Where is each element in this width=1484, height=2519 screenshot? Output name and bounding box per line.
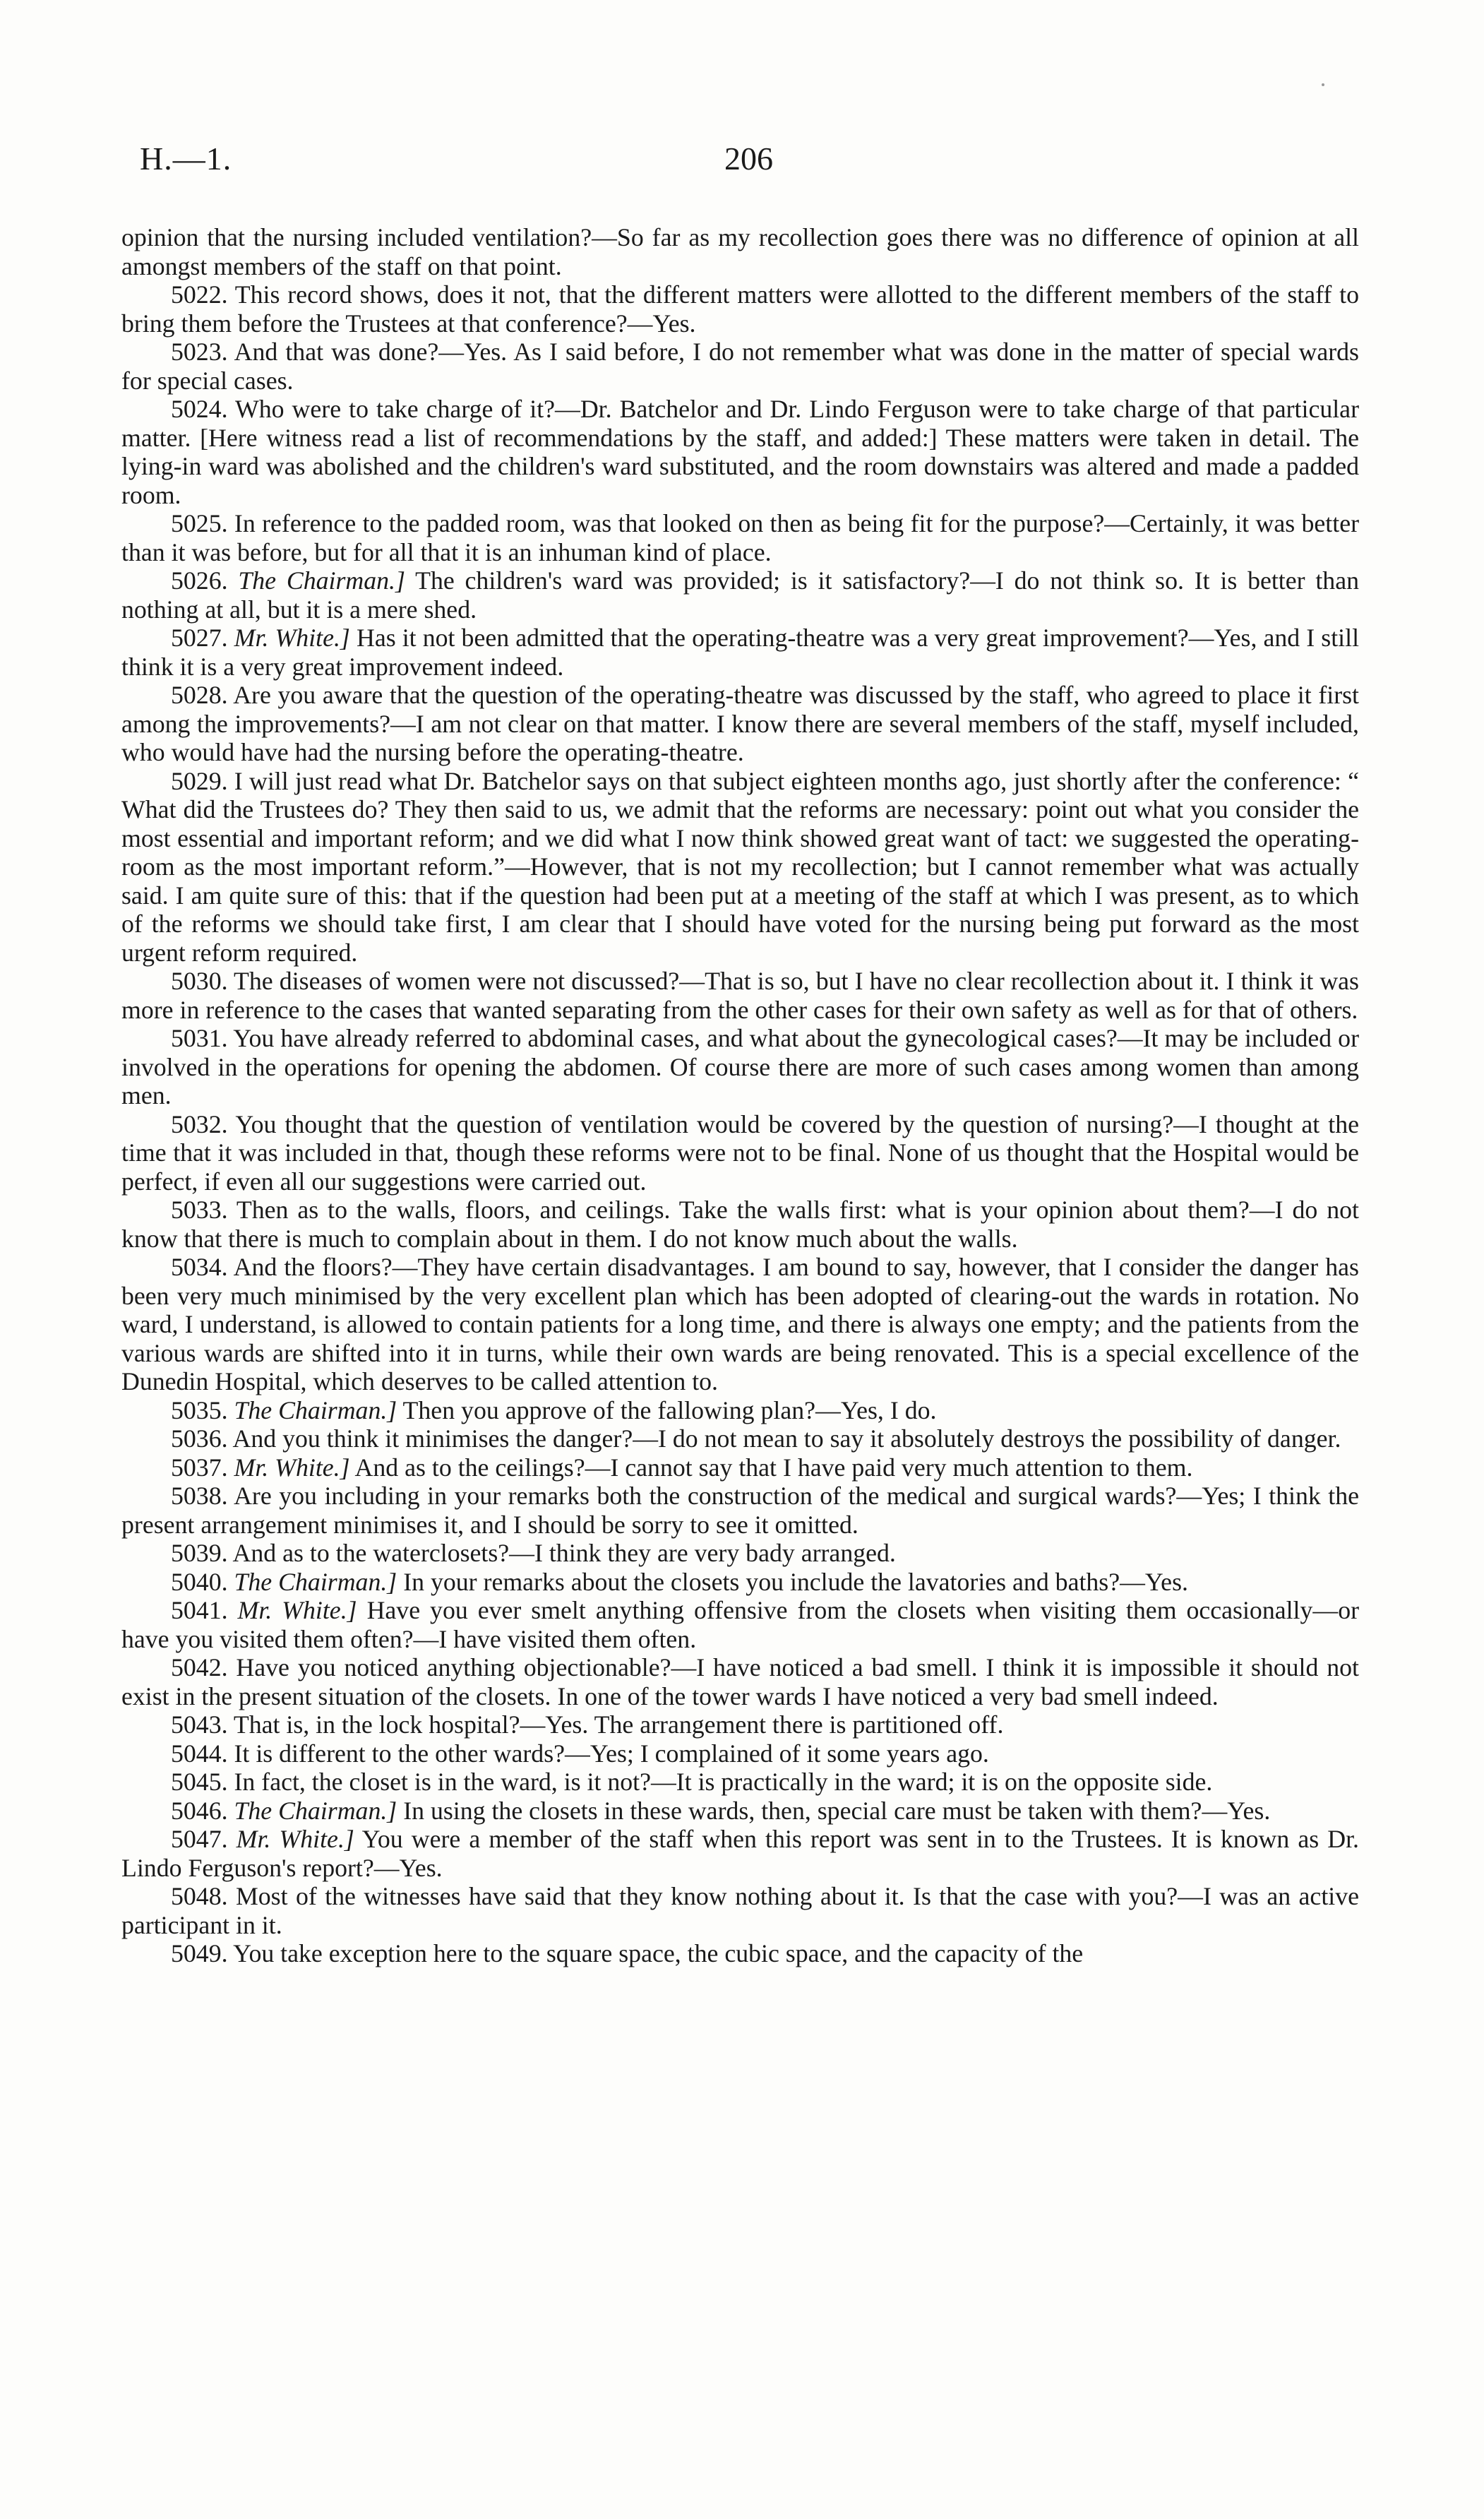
paragraph-text: In using the closets in these wards, then, special care must be taken with them?—Yes. xyxy=(403,1796,1271,1825)
question-number: 5025. xyxy=(171,509,228,537)
question-number: 5044. xyxy=(171,1739,228,1768)
testimony-paragraph xyxy=(121,1253,1359,1396)
paragraph-text: It is different to the other wards?—Yes; I complained of it some years ago. xyxy=(234,1739,989,1768)
testimony-paragraph xyxy=(121,1568,1359,1597)
speaker-label: Mr. White.] xyxy=(237,1596,357,1624)
paragraph-text: The diseases of women were not discussed?—That is so, but I have no clear recollection about it. I think it was more in reference to the cases that wanted separating from the other cases for their own safety as well as for that of others. xyxy=(121,967,1359,1024)
paragraph-text: In reference to the padded room, was that looked on then as being fit for the purpose?—Certainly, it was better than it was before, but for all that it is an inhuman kind of place. xyxy=(121,509,1359,566)
paragraph-text: In your remarks about the closets you include the lavatories and baths?—Yes. xyxy=(403,1567,1188,1596)
paragraph-text: You take exception here to the square space, the cubic space, and the capacity of the xyxy=(233,1939,1084,1967)
question-number: 5041. xyxy=(171,1596,228,1624)
scan-speck xyxy=(1322,83,1324,86)
page-header xyxy=(140,140,1358,196)
testimony-paragraph xyxy=(121,1596,1359,1653)
paragraph-text: And that was done?—Yes. As I said before, I do not remember what was done in the matter of special wards for special cases. xyxy=(121,338,1359,395)
speaker-label: Mr. White.] xyxy=(236,1825,354,1853)
question-number: 5035. xyxy=(171,1395,228,1424)
question-number: 5037. xyxy=(171,1453,228,1482)
question-number: 5049. xyxy=(171,1939,228,1967)
question-number: 5038. xyxy=(171,1482,228,1510)
paragraph-text: And as to the waterclosets?—I think they are very bady arranged. xyxy=(232,1539,896,1567)
testimony-paragraph xyxy=(121,1110,1359,1196)
testimony-paragraph xyxy=(121,1024,1359,1110)
question-number: 5047. xyxy=(171,1825,228,1853)
testimony-paragraph xyxy=(121,1710,1359,1739)
paragraph-text: Then you approve of the fallowing plan?—Yes, I do. xyxy=(402,1395,937,1424)
testimony-paragraph xyxy=(121,338,1359,395)
testimony-paragraph xyxy=(121,1939,1359,1968)
speaker-label: The Chairman.] xyxy=(238,566,405,595)
testimony-paragraph xyxy=(121,1453,1359,1482)
paragraph-text: And you think it minimises the danger?—I do not mean to say it absolutely destroys the possibility of danger. xyxy=(232,1424,1341,1453)
question-number: 5028. xyxy=(171,681,228,709)
testimony-paragraph xyxy=(121,1653,1359,1710)
question-number: 5045. xyxy=(171,1768,228,1796)
question-number: 5040. xyxy=(171,1567,228,1596)
paragraph-text: And as to the ceilings?—I cannot say that I have paid very much attention to them. xyxy=(354,1453,1193,1482)
testimony-paragraph xyxy=(121,566,1359,624)
paragraph-text: You thought that the question of ventilation would be covered by the question of nursing?—I thought at the time that it was included in that, though these reforms were not to be final. None of us thought that the Hospital would be perfect, if even all our suggestions were carried out. xyxy=(121,1109,1360,1196)
paragraph-text: Have you noticed anything objectionable?—I have noticed a bad smell. I think it is impossible it should not exist in the present situation of the closets. In one of the tower wards I have noticed a very bad smell indeed. xyxy=(121,1653,1359,1710)
page-number: 206 xyxy=(724,141,773,177)
question-number: 5023. xyxy=(171,338,228,366)
question-number: 5022. xyxy=(171,280,228,309)
question-number: 5024. xyxy=(171,395,228,423)
speaker-label: The Chairman.] xyxy=(234,1796,397,1825)
testimony-paragraph xyxy=(121,967,1359,1024)
question-number: 5032. xyxy=(171,1109,228,1138)
page-body xyxy=(121,223,1359,1968)
paragraph-text: You have already referred to abdominal cases, and what about the gynecological cases?—It may be included or involved in the operations for opening the abdomen. Of course there are more of such cases among women than among men. xyxy=(121,1024,1359,1109)
question-number: 5030. xyxy=(171,967,228,995)
question-number: 5039. xyxy=(171,1539,228,1567)
speaker-label: The Chairman.] xyxy=(234,1567,397,1596)
testimony-paragraph xyxy=(121,681,1359,767)
question-number: 5034. xyxy=(171,1253,228,1281)
paragraph-text: Are you including in your remarks both the construction of the medical and surgical wards?—Yes; I think the present arrangement minimises it, and I should be sorry to see it omitted. xyxy=(121,1482,1359,1539)
testimony-paragraph xyxy=(121,395,1359,509)
paragraph-text: Have you ever smelt anything offensive from the closets when visiting them occasionally—or have you visited them often?—I have visited them often. xyxy=(121,1596,1360,1653)
question-number: 5031. xyxy=(171,1024,228,1052)
paragraph-text: And the floors?—They have certain disadvantages. I am bound to say, however, that I consider the danger has been very much minimised by the very excellent plan which has been adopted of clearing-out the wards in rotation. No ward, I understand, is allowed to contain patients for a long time, and there is always one empty; and the patients from the various wards are shifted into it in turns, while their own wards are being renovated. This is a special excellence of the Dunedin Hospital, which deserves to be called attention to. xyxy=(121,1253,1359,1395)
testimony-paragraph xyxy=(121,1768,1359,1797)
question-number: 5033. xyxy=(171,1196,228,1224)
paragraph-text: Are you aware that the question of the operating-theatre was discussed by the staff, who agreed to place it first among the improvements?—I am not clear on that matter. I know there are several members of the staff, myself included, who would have had the nursing before the operating-theatre. xyxy=(121,681,1359,766)
paragraph-text: Then as to the walls, floors, and ceilings. Take the walls first: what is your opinion about them?—I do not know that there is much to complain about in them. I do not know much about the walls. xyxy=(121,1196,1359,1253)
testimony-paragraph xyxy=(121,1882,1359,1939)
question-number: 5026. xyxy=(171,566,228,595)
testimony-paragraph xyxy=(121,624,1359,681)
question-number: 5046. xyxy=(171,1796,228,1825)
question-number: 5027. xyxy=(171,624,228,652)
question-number: 5042. xyxy=(171,1653,228,1681)
paragraph-text: This record shows, does it not, that the different matters were allotted to the different members of the staff to bring them before the Trustees at that conference?—Yes. xyxy=(121,280,1359,338)
testimony-paragraph xyxy=(121,1797,1359,1826)
testimony-paragraph xyxy=(121,767,1359,967)
question-number: 5036. xyxy=(171,1424,228,1453)
speaker-label: The Chairman.] xyxy=(234,1395,397,1424)
paragraph-text: That is, in the lock hospital?—Yes. The arrangement there is partitioned off. xyxy=(233,1710,1004,1739)
testimony-paragraph xyxy=(121,223,1359,280)
question-number: 5048. xyxy=(171,1882,228,1910)
speaker-label: Mr. White.] xyxy=(234,1453,350,1482)
paragraph-text: Who were to take charge of it?—Dr. Batchelor and Dr. Lindo Ferguson were to take charge of that particular matter. [Here witness read a list of recommendations by the staff, and added:] These matters were taken in detail. The lying-in ward was abolished and the children's ward substituted, and the room downstairs was altered and made a padded room. xyxy=(121,395,1359,509)
testimony-paragraph xyxy=(121,1196,1359,1253)
question-number: 5043. xyxy=(171,1710,228,1739)
testimony-paragraph xyxy=(121,1424,1359,1453)
paragraph-text: opinion that the nursing included ventilation?—So far as my recollection goes there was no difference of opinion at all amongst members of the staff on that point. xyxy=(121,223,1359,280)
testimony-paragraph xyxy=(121,1739,1359,1768)
testimony-paragraph xyxy=(121,1539,1359,1568)
paragraph-text: I will just read what Dr. Batchelor says on that subject eighteen months ago, just shortly after the conference: “ What did the Trustees do? They then said to us, we admit that the reforms are necessary: point out what you consider the most essential and important reform; and we did what I now think showed great want of tact: we suggested the operating-room as the most important reform.”—However, that is not my recollection; but I cannot remember what was actually said. I am quite sure of this: that if the question had been put at a meeting of the staff at which I was present, as to which of the reforms we should take first, I am clear that I should have voted for the nursing being put forward as the most urgent reform required. xyxy=(121,766,1359,967)
paragraph-text: You were a member of the staff when this report was sent in to the Trustees. It is known as Dr. Lindo Ferguson's report?—Yes. xyxy=(121,1825,1359,1882)
testimony-paragraph xyxy=(121,1825,1359,1882)
paragraph-text: The children's ward was provided; is it satisfactory?—I do not think so. It is better than nothing at all, but it is a mere shed. xyxy=(121,566,1359,624)
testimony-paragraph xyxy=(121,509,1359,566)
paragraph-text: In fact, the closet is in the ward, is it not?—It is practically in the ward; it is on the opposite side. xyxy=(234,1768,1213,1796)
testimony-paragraph xyxy=(121,280,1359,338)
testimony-paragraph xyxy=(121,1482,1359,1539)
speaker-label: Mr. White.] xyxy=(234,624,350,652)
question-number: 5029. xyxy=(171,766,228,795)
testimony-paragraph xyxy=(121,1396,1359,1425)
paragraph-text: Most of the witnesses have said that they know nothing about it. Is that the case with you?—I was an active participant in it. xyxy=(121,1882,1359,1939)
paragraph-text: Has it not been admitted that the operating-theatre was a very great improvement?—Yes, and I still think it is a very great improvement indeed. xyxy=(121,624,1360,681)
document-code: H.—1. xyxy=(140,141,232,177)
